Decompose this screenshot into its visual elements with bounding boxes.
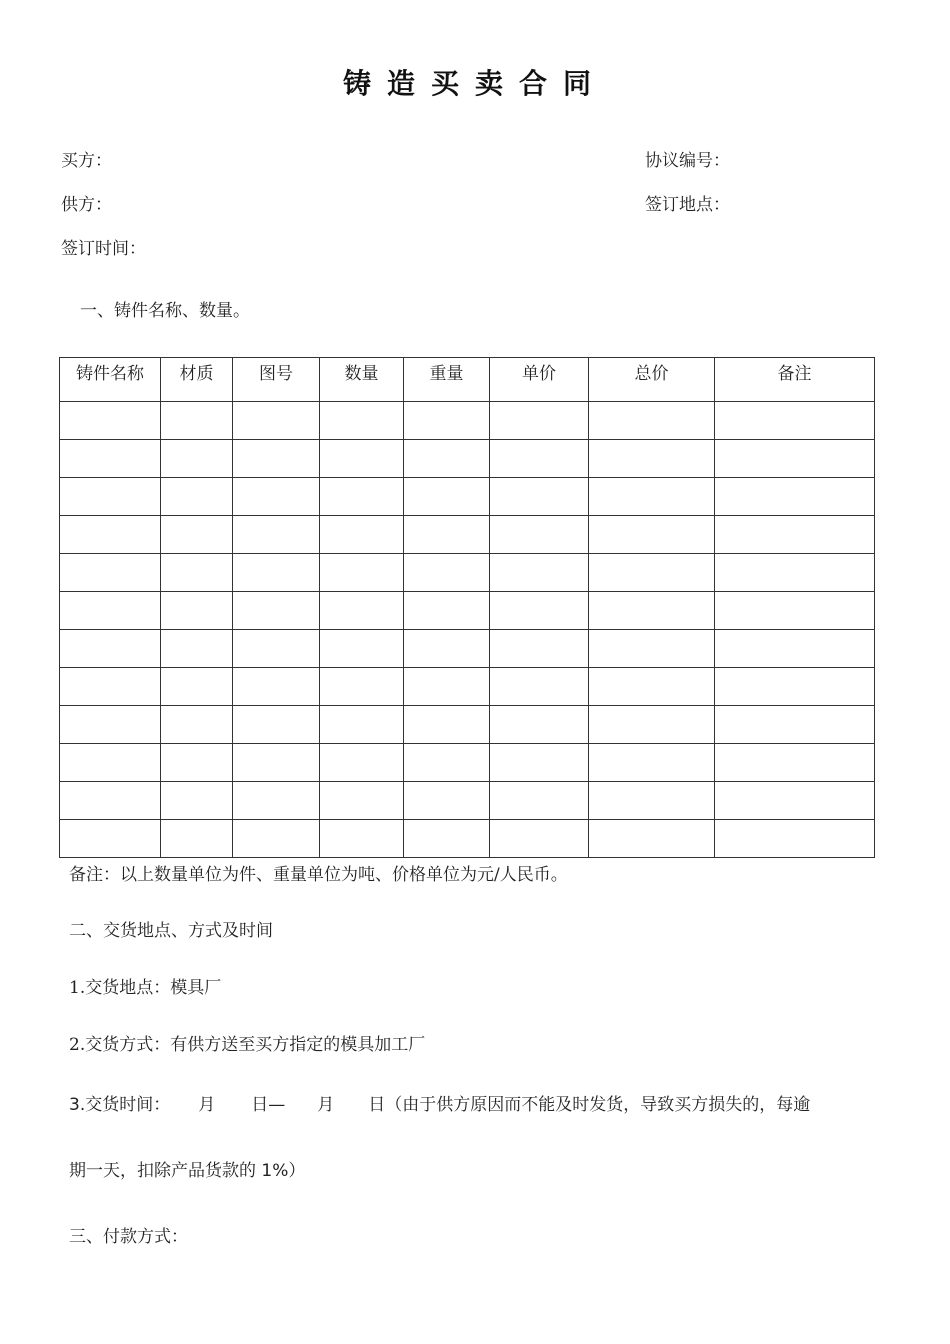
table-cell[interactable] — [320, 516, 404, 554]
table-cell[interactable] — [589, 592, 715, 630]
table-row — [60, 668, 875, 706]
table-cell[interactable] — [161, 630, 233, 668]
table-cell[interactable] — [404, 744, 490, 782]
table-cell[interactable] — [161, 554, 233, 592]
table-cell[interactable] — [60, 402, 161, 440]
table-row — [60, 744, 875, 782]
section1-heading: 一、铸件名称、数量。 — [80, 301, 250, 321]
table-cell[interactable] — [715, 820, 875, 858]
table-header-cell: 图号 — [233, 358, 320, 402]
table-cell[interactable] — [715, 630, 875, 668]
agreement-number-label: 协议编号： — [645, 151, 730, 171]
table-cell[interactable] — [490, 630, 589, 668]
table-cell[interactable] — [233, 630, 320, 668]
table-cell[interactable] — [233, 478, 320, 516]
table-cell[interactable] — [161, 516, 233, 554]
delivery-time-month1: 月 — [198, 1095, 216, 1115]
table-cell[interactable] — [320, 782, 404, 820]
table-cell[interactable] — [60, 782, 161, 820]
delivery-time-month2: 月 — [317, 1095, 335, 1115]
table-cell[interactable] — [161, 592, 233, 630]
table-header-cell: 材质 — [161, 358, 233, 402]
table-cell[interactable] — [404, 630, 490, 668]
table-cell[interactable] — [320, 668, 404, 706]
table-cell[interactable] — [320, 440, 404, 478]
table-cell[interactable] — [715, 516, 875, 554]
table-cell[interactable] — [161, 706, 233, 744]
table-cell[interactable] — [233, 440, 320, 478]
table-cell[interactable] — [404, 782, 490, 820]
table-header-row — [60, 358, 875, 402]
table-cell[interactable] — [490, 440, 589, 478]
table-cell[interactable] — [60, 516, 161, 554]
table-cell[interactable] — [715, 782, 875, 820]
table-cell[interactable] — [161, 402, 233, 440]
delivery-time-continuation: 期一天，扣除产品货款的 1%） — [69, 1161, 306, 1181]
signing-place-label: 签订地点： — [645, 195, 730, 215]
table-header-cell: 铸件名称 — [60, 358, 161, 402]
table-cell[interactable] — [60, 592, 161, 630]
table-cell[interactable] — [589, 744, 715, 782]
table-cell[interactable] — [404, 820, 490, 858]
table-cell[interactable] — [589, 630, 715, 668]
table-cell[interactable] — [404, 516, 490, 554]
table-cell[interactable] — [233, 782, 320, 820]
table-cell[interactable] — [715, 592, 875, 630]
table-cell[interactable] — [233, 516, 320, 554]
table-cell[interactable] — [60, 440, 161, 478]
table-cell[interactable] — [490, 592, 589, 630]
delivery-method: 2.交货方式：有供方送至买方指定的模具加工厂 — [69, 1035, 426, 1055]
table-cell[interactable] — [233, 668, 320, 706]
table-cell[interactable] — [589, 402, 715, 440]
table-cell[interactable] — [404, 668, 490, 706]
table-cell[interactable] — [404, 706, 490, 744]
table-cell[interactable] — [589, 516, 715, 554]
table-cell[interactable] — [233, 820, 320, 858]
signing-time-label: 签订时间： — [61, 239, 146, 259]
table-cell[interactable] — [589, 668, 715, 706]
table-cell[interactable] — [233, 744, 320, 782]
table-cell[interactable] — [490, 478, 589, 516]
table-cell[interactable] — [320, 592, 404, 630]
castings-table — [59, 357, 875, 858]
table-cell[interactable] — [161, 668, 233, 706]
table-row — [60, 516, 875, 554]
table-cell[interactable] — [161, 744, 233, 782]
table-cell[interactable] — [715, 668, 875, 706]
table-cell[interactable] — [233, 592, 320, 630]
table-header-cell: 总价 — [589, 358, 715, 402]
table-cell[interactable] — [404, 478, 490, 516]
table-cell[interactable] — [404, 554, 490, 592]
table-cell[interactable] — [589, 554, 715, 592]
table-cell[interactable] — [233, 706, 320, 744]
table-header-cell: 数量 — [320, 358, 404, 402]
section2-heading: 二、交货地点、方式及时间 — [69, 921, 273, 941]
table-cell[interactable] — [161, 478, 233, 516]
table-cell[interactable] — [490, 402, 589, 440]
table-cell[interactable] — [404, 402, 490, 440]
table-cell[interactable] — [589, 706, 715, 744]
table-cell[interactable] — [589, 478, 715, 516]
table-note: 备注：以上数量单位为件、重量单位为吨、价格单位为元/人民币。 — [69, 865, 568, 885]
table-cell[interactable] — [490, 516, 589, 554]
table-header-cell: 单价 — [490, 358, 589, 402]
table-cell[interactable] — [715, 402, 875, 440]
delivery-time-day2: 日（由于供方原因而不能及时发货，导致买方损失的，每逾 — [368, 1095, 811, 1115]
table-cell[interactable] — [320, 630, 404, 668]
table-row — [60, 478, 875, 516]
table-cell[interactable] — [589, 782, 715, 820]
table-cell[interactable] — [320, 820, 404, 858]
delivery-time-prefix: 3.交货时间： — [69, 1095, 171, 1115]
buyer-label: 买方： — [61, 151, 112, 171]
table-cell[interactable] — [490, 554, 589, 592]
table-cell[interactable] — [161, 782, 233, 820]
table-row — [60, 782, 875, 820]
table-cell[interactable] — [161, 440, 233, 478]
table-cell[interactable] — [490, 782, 589, 820]
delivery-time — [69, 1090, 810, 1115]
table-cell[interactable] — [320, 706, 404, 744]
table-cell[interactable] — [60, 744, 161, 782]
table-body — [60, 402, 875, 858]
table-cell[interactable] — [715, 554, 875, 592]
table-row — [60, 592, 875, 630]
table-row — [60, 820, 875, 858]
table-cell[interactable] — [233, 402, 320, 440]
table-cell[interactable] — [320, 744, 404, 782]
table-cell[interactable] — [60, 630, 161, 668]
table-header-cell: 重量 — [404, 358, 490, 402]
table-cell[interactable] — [233, 554, 320, 592]
table-row — [60, 402, 875, 440]
table-row — [60, 554, 875, 592]
contract-title: 铸造买卖合同 — [342, 67, 607, 100]
table-cell[interactable] — [715, 440, 875, 478]
table-header-cell: 备注 — [715, 358, 875, 402]
table-cell[interactable] — [60, 820, 161, 858]
supplier-label: 供方： — [61, 195, 112, 215]
table-cell[interactable] — [490, 706, 589, 744]
table-row — [60, 630, 875, 668]
table-cell[interactable] — [60, 478, 161, 516]
table-cell[interactable] — [161, 820, 233, 858]
table-cell[interactable] — [589, 820, 715, 858]
table-cell[interactable] — [60, 554, 161, 592]
table-cell[interactable] — [589, 440, 715, 478]
table-row — [60, 706, 875, 744]
table-cell[interactable] — [60, 668, 161, 706]
table-cell[interactable] — [60, 706, 161, 744]
table-cell[interactable] — [715, 706, 875, 744]
table-cell[interactable] — [404, 440, 490, 478]
table-row — [60, 440, 875, 478]
delivery-place: 1.交货地点：模具厂 — [69, 978, 222, 998]
table-cell[interactable] — [320, 478, 404, 516]
table-cell[interactable] — [490, 744, 589, 782]
table-cell[interactable] — [320, 554, 404, 592]
section3-heading: 三、付款方式： — [69, 1227, 188, 1247]
table-cell[interactable] — [404, 592, 490, 630]
table-cell[interactable] — [715, 478, 875, 516]
table-cell[interactable] — [320, 402, 404, 440]
table-cell[interactable] — [490, 820, 589, 858]
delivery-time-day1: 日— — [251, 1095, 286, 1115]
table-cell[interactable] — [715, 744, 875, 782]
table-cell[interactable] — [490, 668, 589, 706]
